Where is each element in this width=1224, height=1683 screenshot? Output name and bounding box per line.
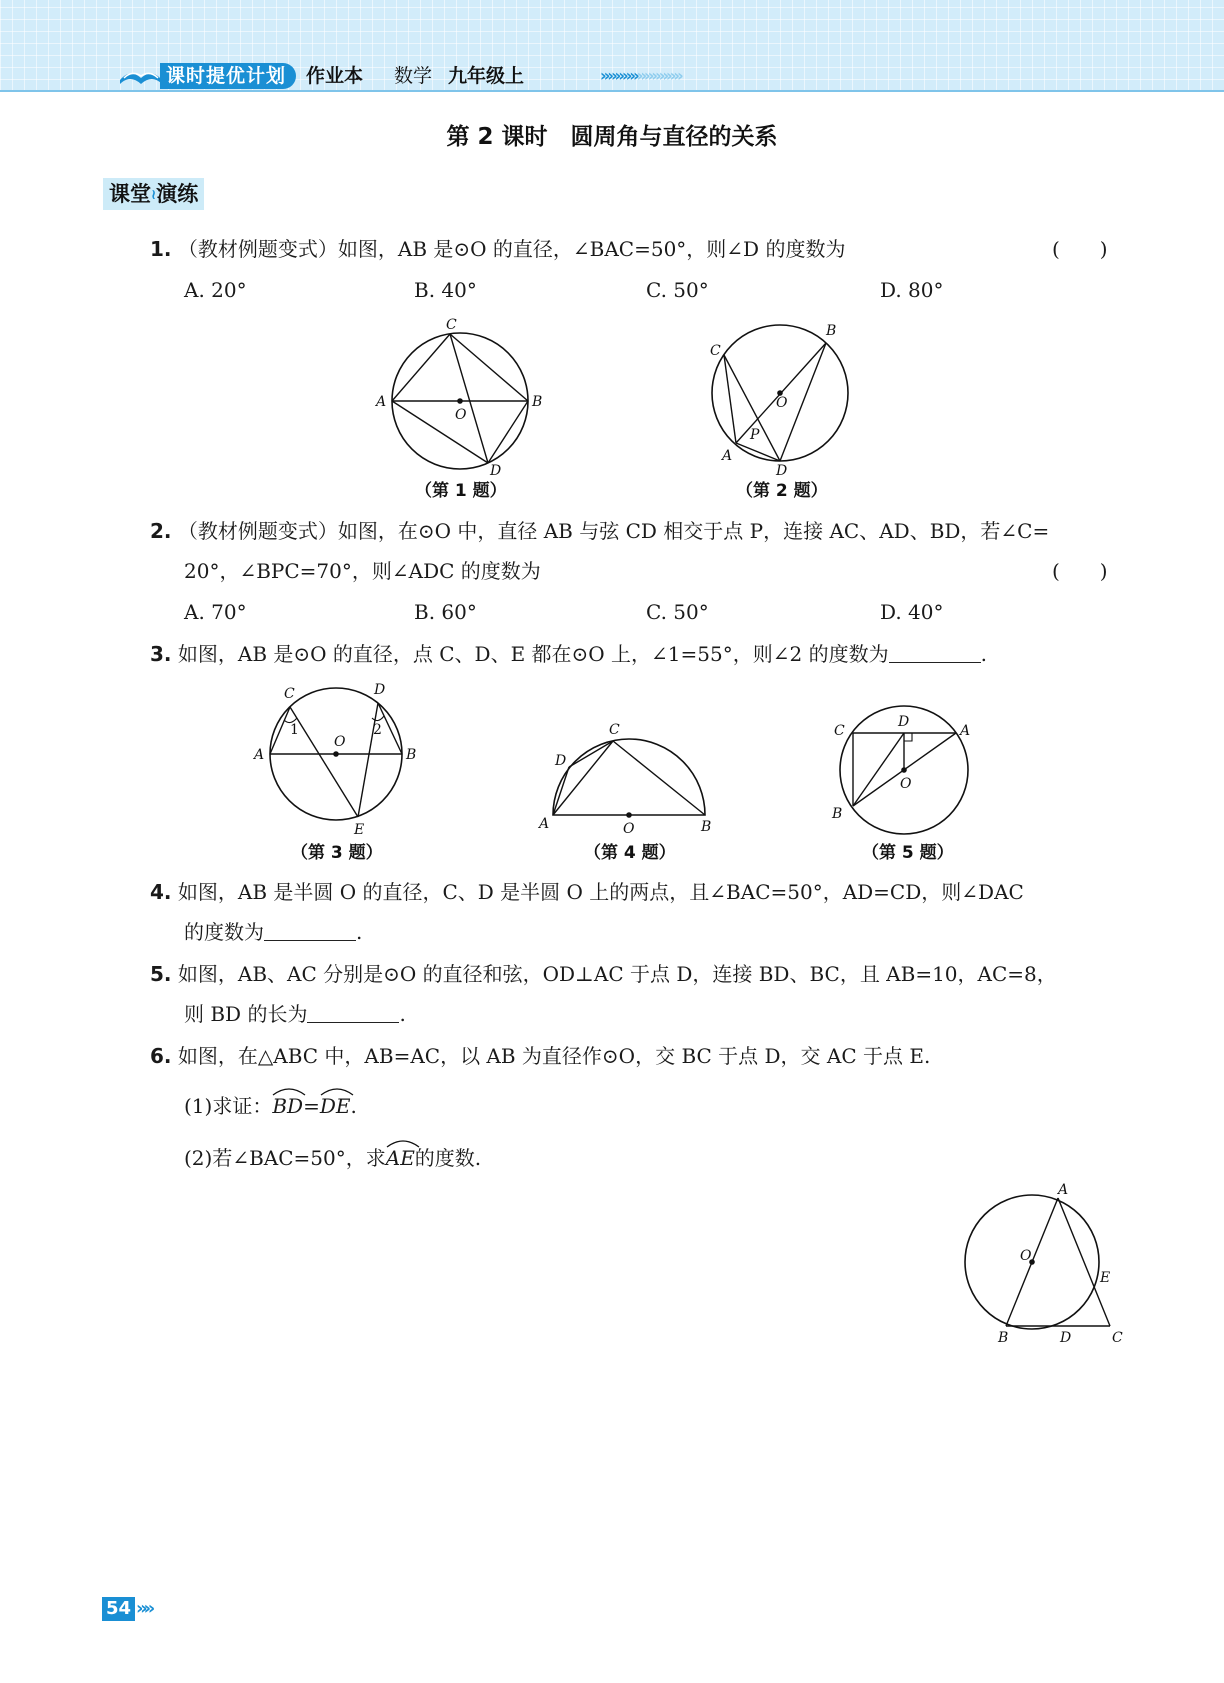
brand-label: 课时提优计划 bbox=[160, 63, 296, 89]
section-label-part2: 演练 bbox=[156, 182, 199, 206]
question-tail: . bbox=[399, 1002, 406, 1026]
point-label: C bbox=[609, 722, 620, 738]
section-label-part1: 课堂 bbox=[109, 182, 151, 206]
figure-2-caption: （第 2 题） bbox=[736, 481, 828, 501]
answer-parentheses: ( ) bbox=[1052, 237, 1108, 261]
point-label: D bbox=[776, 463, 788, 479]
point-label: D bbox=[555, 753, 567, 769]
part-label: (1)求证： bbox=[184, 1094, 273, 1118]
question-text: 的度数为 bbox=[184, 920, 264, 944]
question-text: 如图，在△ABC 中，AB=AC，以 AB 为直径作⊙O，交 BC 于点 D，交 AC 于点 E. bbox=[177, 1044, 931, 1068]
swirl-icon: ≀ bbox=[151, 187, 157, 203]
arc-mark-icon bbox=[272, 1086, 306, 1096]
arc-mark-icon bbox=[386, 1138, 420, 1148]
subject-label: 数学 bbox=[394, 65, 433, 87]
point-label: O bbox=[334, 734, 346, 750]
question-4-line-2 bbox=[184, 918, 362, 946]
option-a: A. 70° bbox=[184, 600, 247, 624]
point-label: A bbox=[1058, 1182, 1069, 1198]
question-4 bbox=[150, 878, 1024, 906]
point-label: P bbox=[750, 427, 760, 443]
question-6 bbox=[150, 1042, 930, 1070]
question-text: （教材例题变式）如图，AB 是⊙O 的直径，∠BAC=50°，则∠D 的度数为 bbox=[177, 237, 846, 261]
figure-4-caption: （第 4 题） bbox=[584, 843, 676, 863]
question-text: 如图，AB 是⊙O 的直径，点 C、D、E 都在⊙O 上，∠1=55°，则∠2 的度数为 bbox=[177, 642, 889, 666]
point-label: C bbox=[834, 723, 845, 739]
question-number: 2. bbox=[150, 519, 172, 543]
answer-parentheses: ( ) bbox=[1052, 559, 1108, 583]
point-label: E bbox=[354, 822, 365, 838]
question-tail: . bbox=[980, 642, 987, 666]
question-5 bbox=[150, 960, 1057, 988]
point-label: C bbox=[710, 343, 721, 359]
point-label: A bbox=[254, 747, 265, 763]
arc-label: BD bbox=[272, 1094, 304, 1118]
part-label: (2)若∠BAC=50°，求 bbox=[184, 1146, 386, 1170]
question-2-line-2: 20°，∠BPC=70°，则∠ADC 的度数为 bbox=[184, 559, 541, 583]
arc-ae bbox=[386, 1144, 415, 1172]
figure-3-diagram bbox=[250, 680, 420, 840]
option-d: D. 80° bbox=[880, 278, 944, 302]
question-number: 5. bbox=[150, 962, 172, 986]
point-label: O bbox=[776, 395, 788, 411]
point-label: A bbox=[539, 816, 550, 832]
question-text: 如图，AB、AC 分别是⊙O 的直径和弦，OD⊥AC 于点 D，连接 BD、BC，且 AB=10，AC=8， bbox=[177, 962, 1057, 986]
point-label: D bbox=[1060, 1330, 1072, 1346]
point-label: B bbox=[826, 323, 837, 339]
point-label: B bbox=[832, 806, 843, 822]
question-number: 3. bbox=[150, 642, 172, 666]
point-label: A bbox=[376, 394, 387, 410]
point-label: C bbox=[446, 317, 457, 333]
page-arrow-icon: »» bbox=[136, 1598, 152, 1619]
point-label: O bbox=[1020, 1248, 1032, 1264]
angle-label: 2 bbox=[373, 722, 382, 738]
equals-sign: = bbox=[303, 1094, 320, 1118]
point-label: D bbox=[490, 463, 502, 479]
question-6-part-2 bbox=[184, 1144, 481, 1172]
arc-label: AE bbox=[385, 1146, 415, 1170]
option-b: B. 40° bbox=[414, 278, 477, 302]
point-label: O bbox=[455, 407, 467, 423]
question-2 bbox=[150, 517, 1049, 545]
question-number: 1. bbox=[150, 237, 172, 261]
figure-1-caption: （第 1 题） bbox=[415, 481, 507, 501]
angle-label: 1 bbox=[290, 722, 299, 738]
question-text: （教材例题变式）如图，在⊙O 中，直径 AB 与弦 CD 相交于点 P，连接 AC、AD、BD，若∠C= bbox=[177, 519, 1050, 543]
section-label bbox=[103, 178, 204, 210]
point-label: C bbox=[1112, 1330, 1123, 1346]
open-book-icon bbox=[116, 60, 166, 88]
arc-bd bbox=[272, 1092, 303, 1120]
point-label: B bbox=[998, 1330, 1009, 1346]
point-label: D bbox=[374, 682, 386, 698]
header-arrows-icon: »»»»»»»»»»» bbox=[600, 66, 681, 85]
answer-blank bbox=[889, 642, 981, 663]
point-label: A bbox=[722, 448, 733, 464]
point-label: D bbox=[898, 714, 910, 730]
point-label: C bbox=[284, 686, 295, 702]
arc-mark-icon bbox=[320, 1086, 354, 1096]
arc-label: DE bbox=[319, 1094, 351, 1118]
figure-3-caption: （第 3 题） bbox=[291, 843, 383, 863]
period: . bbox=[350, 1094, 357, 1118]
question-number: 6. bbox=[150, 1044, 172, 1068]
option-c: C. 50° bbox=[646, 278, 709, 302]
option-b: B. 60° bbox=[414, 600, 477, 624]
option-a: A. 20° bbox=[184, 278, 247, 302]
figure-4-diagram bbox=[535, 720, 715, 840]
figure-1-diagram bbox=[370, 315, 550, 479]
figure-5-caption: （第 5 题） bbox=[862, 843, 954, 863]
book-label: 作业本 bbox=[306, 65, 364, 87]
option-c: C. 50° bbox=[646, 600, 709, 624]
point-label: O bbox=[623, 821, 635, 837]
header-divider bbox=[0, 90, 1224, 92]
question-tail: . bbox=[356, 920, 363, 944]
question-1 bbox=[150, 235, 845, 263]
point-label: B bbox=[532, 394, 543, 410]
page-number: 54 bbox=[102, 1597, 135, 1621]
point-label: A bbox=[960, 723, 971, 739]
point-label: B bbox=[406, 747, 417, 763]
answer-blank bbox=[264, 920, 356, 941]
point-label: E bbox=[1100, 1270, 1111, 1286]
question-3 bbox=[150, 640, 987, 668]
question-text: 的度数. bbox=[414, 1146, 482, 1170]
option-d: D. 40° bbox=[880, 600, 944, 624]
answer-blank bbox=[307, 1002, 399, 1023]
question-number: 4. bbox=[150, 880, 172, 904]
figure-2-diagram bbox=[704, 315, 864, 479]
question-6-part-1 bbox=[184, 1092, 357, 1120]
grade-label: 九年级上 bbox=[448, 65, 525, 87]
figure-5-diagram bbox=[826, 700, 996, 840]
point-label: O bbox=[900, 776, 912, 792]
question-5-line-2 bbox=[184, 1000, 406, 1028]
question-text: 则 BD 的长为 bbox=[184, 1002, 308, 1026]
point-label: B bbox=[701, 819, 712, 835]
arc-de bbox=[320, 1092, 351, 1120]
question-text: 如图，AB 是半圆 O 的直径，C、D 是半圆 O 上的两点，且∠BAC=50°，AD=CD，则∠DAC bbox=[177, 880, 1024, 904]
page-title: 第 2 课时 圆周角与直径的关系 bbox=[446, 124, 778, 150]
figure-6-diagram bbox=[952, 1182, 1142, 1352]
